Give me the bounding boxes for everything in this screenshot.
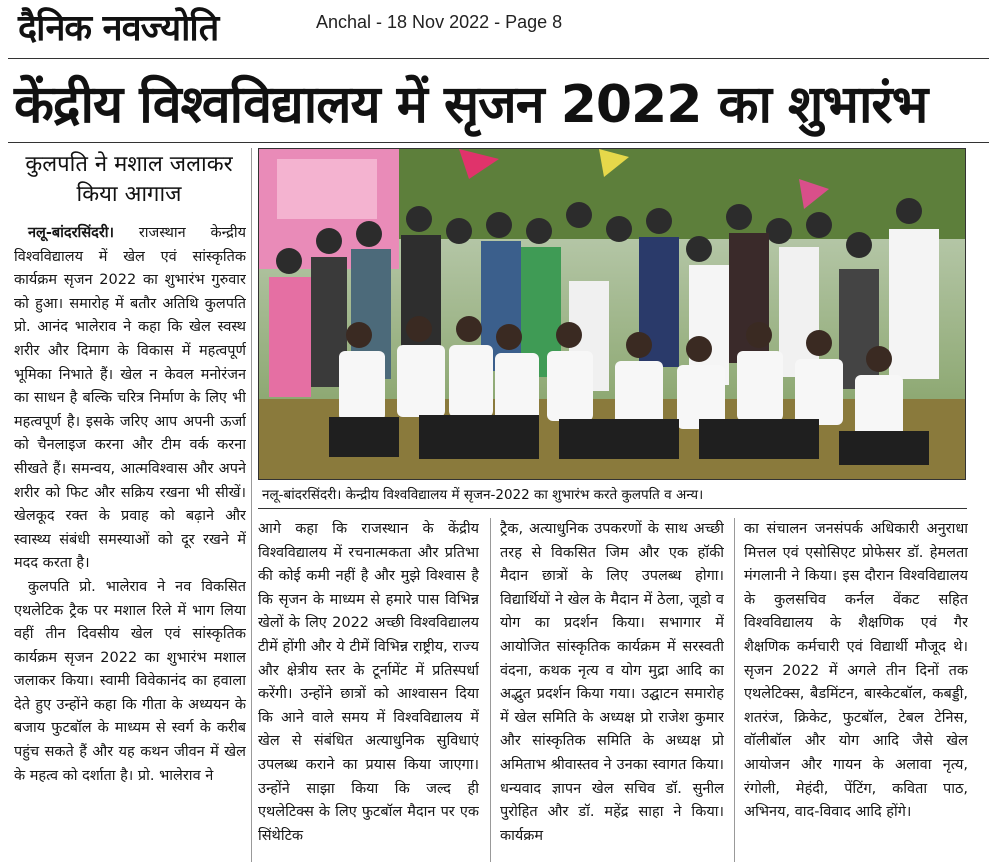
subheadline: कुलपति ने मशाल जलाकर किया आगाज — [25, 152, 233, 207]
column-1-paragraph-2: कुलपति प्रो. भालेराव ने नव विकसित एथलेटिक ट्रैक पर मशाल रिले में भाग लिया वहीं तीन दिवसीय खेल एवं सांस्कृतिक कार्यक्रम सृजन 2022 का शुभारंभ मशाल जलाकर किया। स्वामी विवेकानंद का हवाला देते हुए उन्होंने कहा कि गीता के अध्ययन के बजाय फुटबॉल के माध्यम से स्वर्ग के करीब पहुंच सकते हैं और यह कथन जीवन में खेल के महत्व को दर्शाता है। प्रो. भालेराव ने — [14, 578, 246, 784]
edition-line: Anchal - 18 Nov 2022 - Page 8 — [316, 12, 563, 32]
photo-caption: नलू-बांदरसिंदरी। केन्द्रीय विश्वविद्यालय में सृजन-2022 का शुभारंभ करते कुलपति व अन्य। — [262, 487, 704, 503]
caption-rule — [258, 508, 967, 509]
top-rule — [8, 58, 989, 59]
news-photo — [258, 148, 966, 480]
article-column-4 — [744, 518, 968, 864]
column-3-text: ट्रैक, अत्याधुनिक उपकरणों के साथ अच्छी तरह से विकसित जिम और एक हॉकी मैदान छात्रों के लिए उपलब्ध होगा। विद्यार्थियों ने खेल के मैदान में ठेला, जूडो व योग का प्रदर्शन किया। सभागार में आयोजित सांस्कृतिक कार्यक्रम में सरस्वती वंदना, कथक नृत्य व योग मुद्रा आदि का अद्भुत प्रदर्शन किया गया। उद्घाटन समारोह में खेल समिति के अध्यक्ष प्रो राजेश कुमार और सांस्कृतिक समिति के अध्यक्ष प्रो अमिताभ श्रीवास्तव ने उनका स्वागत किया। धन्यवाद ज्ञापन खेल सचिव डॉ. सुनील पुरोहित और डॉ. महेंद्र साहा ने किया। कार्यक्रम — [500, 521, 724, 844]
article-column-3 — [500, 518, 724, 864]
group-photo-illustration — [259, 149, 965, 479]
column-4-text: का संचालन जनसंपर्क अधिकारी अनुराधा मित्तल एवं एसोसिएट प्रोफेसर डॉ. हेमलता मंगलानी ने किया। इस दौरान विश्वविद्यालय के कुलसचिव कर्नल वेंकट सहित विश्वविद्यालय के शैक्षणिक एवं गैर शैक्षणिक कर्मचारी एवं विद्यार्थी मौजूद थे। सृजन 2022 में अगले तीन दिनों तक एथलेटिक्स, बैडमिंटन, बास्केटबॉल, कबड्डी, शतरंज, क्रिकेट, फुटबॉल, टेबल टेनिस, वॉलीबॉल और योग आदि जैसे खेल आयोजन और गायन के अलावा नृत्य, रंगोली, मेहंदी, पेंटिंग, कविता पाठ, अभिनय, वाद-विवाद आदि होंगे। — [744, 521, 968, 821]
dateline: नलू-बांदरसिंदरी। — [28, 225, 114, 241]
article-column-1 — [14, 222, 246, 862]
column-divider — [734, 518, 735, 862]
column-1-paragraph-1: राजस्थान केन्द्रीय विश्वविद्यालय में खेल एवं सांस्कृतिक कार्यक्रम सृजन 2022 का शुभारंभ गुरुवार को हुआ। समारोह में बतौर अतिथि कुलपति प्रो. आनंद भालेराव ने कहा कि खेल स्वस्थ शरीर और दिमाग के विकास में महत्वपूर्ण भूमिका निभाते हैं। खेल न केवल मनोरंजन का साधन है बल्कि चरित्र निर्माण के लिए भी महत्वपूर्ण है। इसके जरिए आप अपनी ऊर्जा को चैनलाइज करना और टीम वर्क करना सीखते हैं। समन्वय, आत्मविश्वास और अपने शरीर को फिट और सक्रिय रखना भी सीखें। खेलकूद रक्त के प्रवाह को बढ़ाने और स्वास्थ्य संबंधी समस्याओं को दूर रखने में मदद करता है। — [14, 225, 246, 572]
column-divider — [490, 518, 491, 862]
headline-rule — [8, 142, 989, 143]
article-column-2 — [258, 518, 479, 864]
column-2-text: आगे कहा कि राजस्थान के केंद्रीय विश्वविद्यालय में रचनात्मकता और प्रतिभा की कोई कमी नहीं है और मुझे विश्वास है कि सृजन के माध्यम से हमारे पास विभिन्न खेलों के लिए 2022 अच्छी विश्वविद्यालय टीमें होंगी और ये टीमें विभिन्न राष्ट्रीय, राज्य और क्षेत्रीय स्तर के टूर्नामेंट में प्रतिस्पर्धा करेंगी। उन्होंने छात्रों को आश्वासन दिया कि आने वाले समय में विश्वविद्यालय में खेल से संबंधित अत्याधुनिक सुविधाएं उपलब्ध कराने का प्रयास किया जाएगा। उन्होंने साझा किया कि जल्द ही एथलेटिक्स के लिए फुटबॉल मैदान पर एक सिंथेटिक — [258, 521, 479, 844]
column-divider — [251, 148, 252, 862]
masthead: दैनिक नवज्योति — [18, 8, 219, 49]
headline: केंद्रीय विश्वविद्यालय में सृजन 2022 का शुभारंभ — [14, 75, 928, 135]
